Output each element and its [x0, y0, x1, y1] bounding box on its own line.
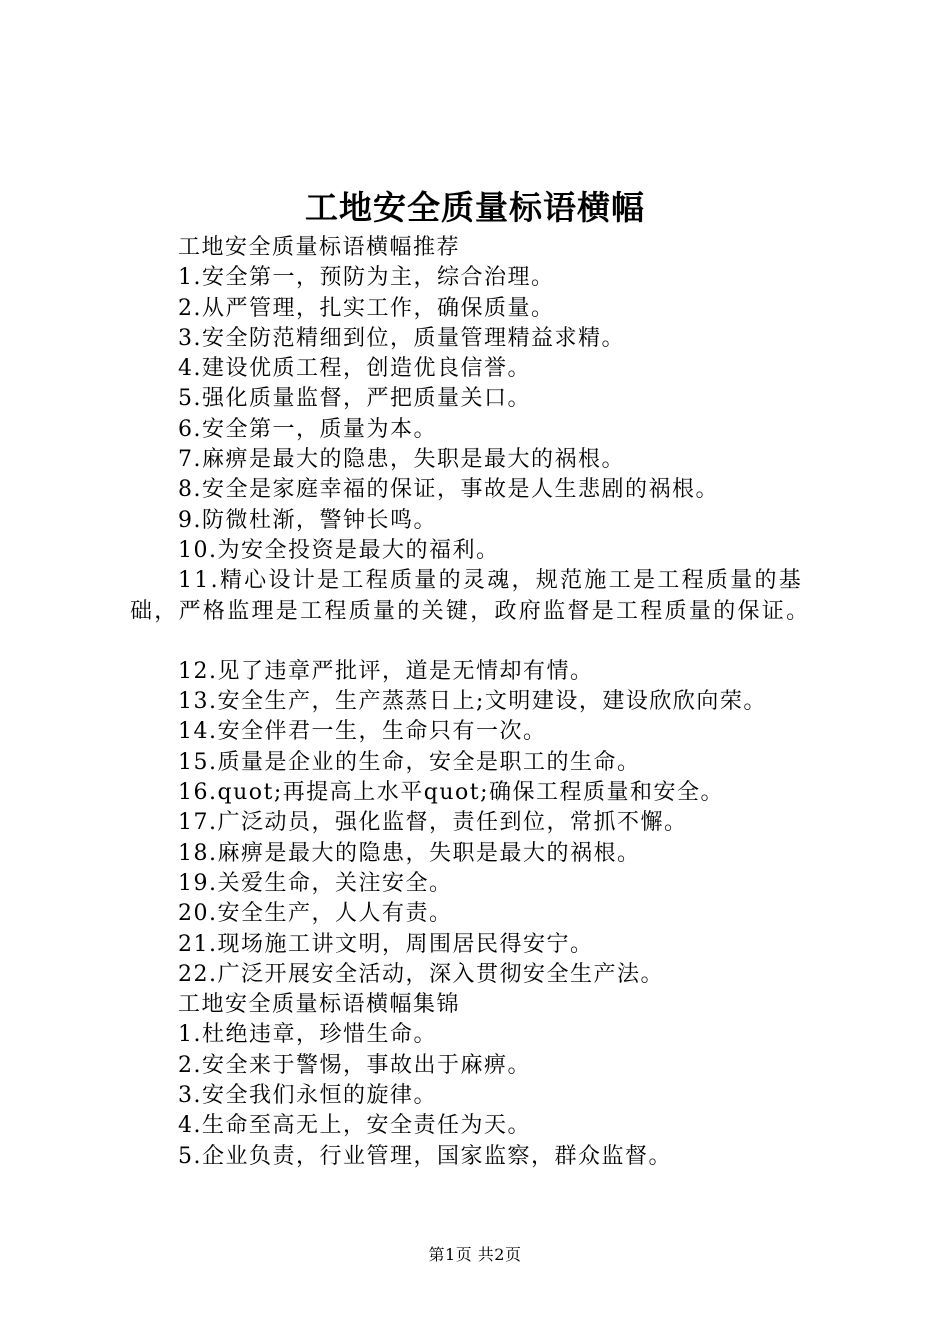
document-body: [130, 233, 850, 1172]
slogan-line: 17.广泛动员，强化监督，责任到位，常抓不懈。: [178, 810, 688, 836]
slogan-line: 14.安全伴君一生，生命只有一次。: [178, 719, 547, 745]
slogan-line: 19.关爱生命，关注安全。: [178, 870, 453, 896]
page-footer: 第1页 共2页: [428, 1245, 522, 1264]
slogan-line: 6.安全第一，质量为本。: [178, 416, 437, 442]
slogan-line: 2.从严管理，扎实工作，确保质量。: [178, 295, 555, 321]
slogan-line: 12.见了违章严批评，道是无情却有情。: [178, 658, 594, 684]
slogan-line: 1.安全第一，预防为主，综合治理。: [178, 265, 555, 291]
slogan-line: 21.现场施工讲文明，周围居民得安宁。: [178, 931, 594, 957]
slogan-line: 7.麻痹是最大的隐患，失职是最大的祸根。: [178, 447, 625, 473]
slogan-line-long: 11.精心设计是工程质量的灵魂，规范施工是工程质量的基础，严格监理是工程质量的关键，政府监督是工程质量的保证。: [130, 568, 811, 624]
slogan-line: 9.防微杜渐，警钟长鸣。: [178, 507, 437, 533]
slogan-line: 18.麻痹是最大的隐患，失职是最大的祸根。: [178, 840, 641, 866]
slogan-line: 16.quot;再提高上水平quot;确保工程质量和安全。: [178, 780, 724, 806]
slogan-line: 4.生命至高无上，安全责任为天。: [178, 1113, 531, 1139]
slogan-line: 22.广泛开展安全活动，深入贯彻安全生产法。: [178, 961, 664, 987]
slogan-line: 5.企业负责，行业管理，国家监察，群众监督。: [178, 1143, 672, 1169]
slogan-line: 4.建设优质工程，创造优良信誉。: [178, 356, 531, 382]
slogan-line: 15.质量是企业的生命，安全是职工的生命。: [178, 749, 641, 775]
page-title: 工地安全质量标语横幅: [305, 188, 645, 227]
slogan-line: 8.安全是家庭幸福的保证，事故是人生悲剧的祸根。: [178, 477, 719, 503]
paragraph-spacer: [130, 627, 850, 657]
slogan-line: 3.安全我们永恒的旋律。: [178, 1083, 437, 1109]
slogan-line: 2.安全来于警惕，事故出于麻痹。: [178, 1052, 531, 1078]
slogan-line: 5.强化质量监督，严把质量关口。: [178, 386, 531, 412]
slogan-line: 1.杜绝违章，珍惜生命。: [178, 1022, 437, 1048]
slogan-line: 3.安全防范精细到位，质量管理精益求精。: [178, 325, 625, 351]
slogan-line: 20.安全生产，人人有责。: [178, 901, 453, 927]
slogan-line: 10.为安全投资是最大的福利。: [178, 537, 500, 563]
section-heading-collection: 工地安全质量标语横幅集锦: [178, 992, 461, 1018]
slogan-line: 13.安全生产，生产蒸蒸日上;文明建设，建设欣欣向荣。: [178, 689, 767, 715]
section-heading-recommend: 工地安全质量标语横幅推荐: [178, 235, 461, 260]
